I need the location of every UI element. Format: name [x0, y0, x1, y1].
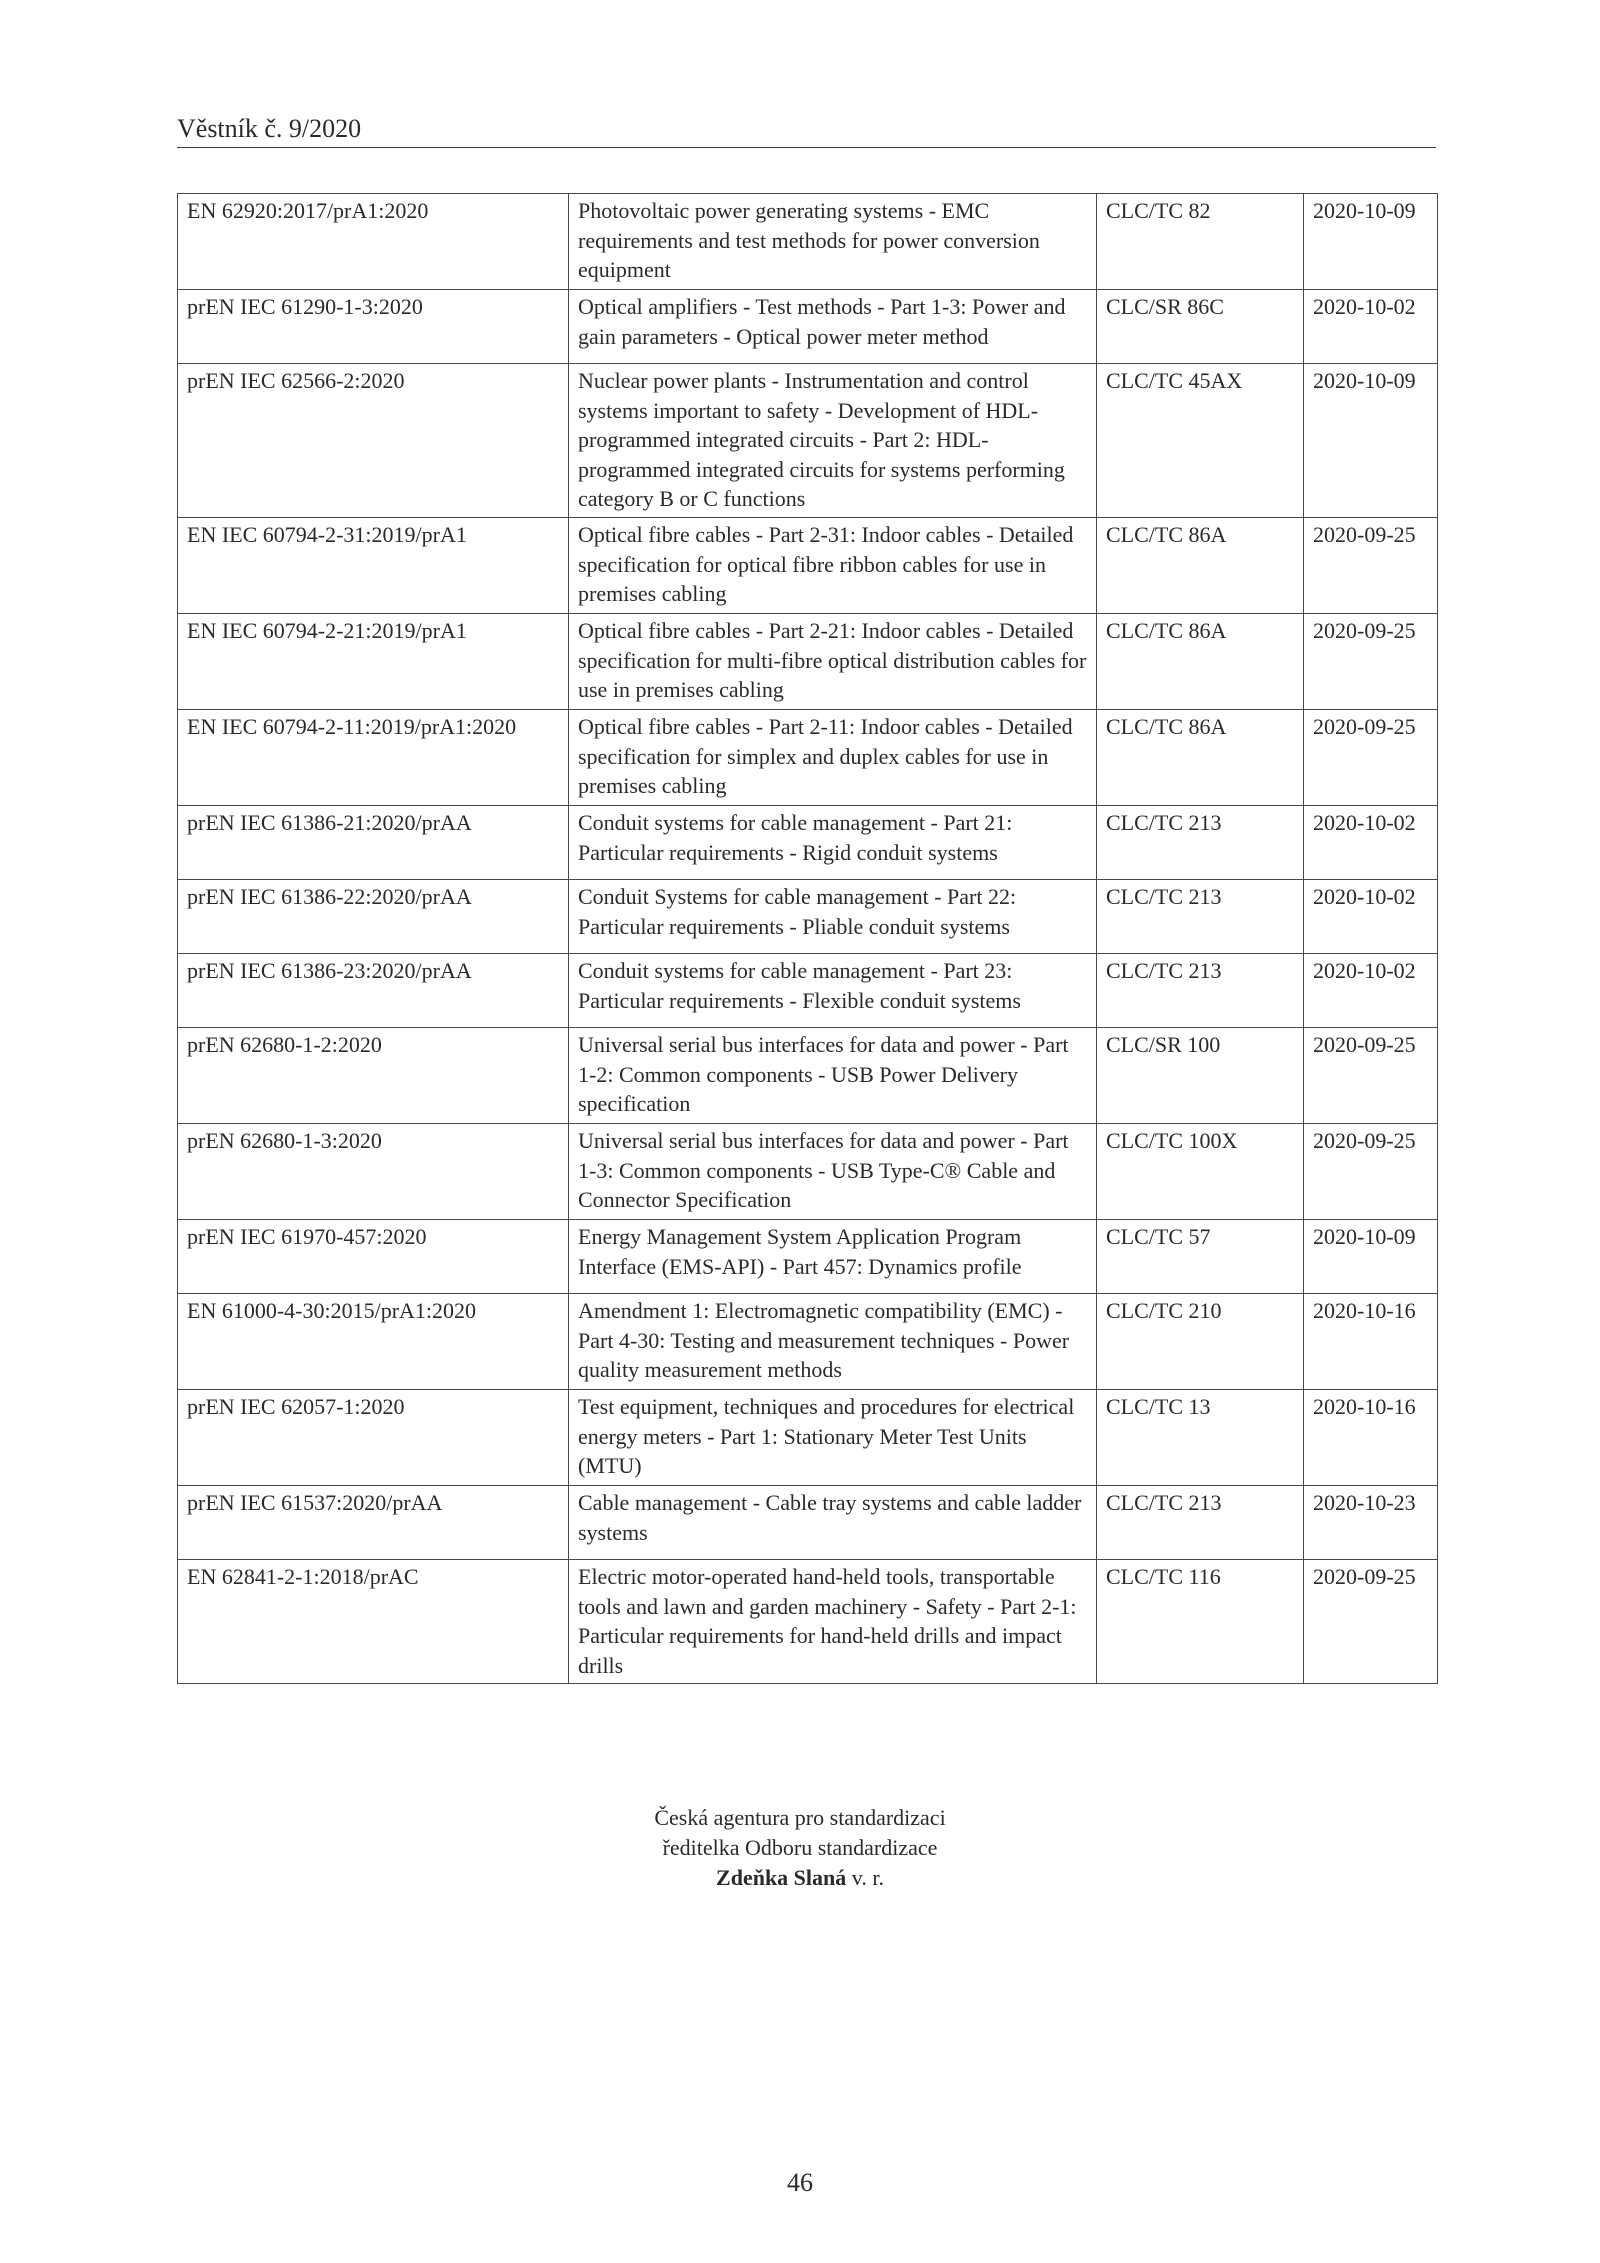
signatory-name: Zdeňka Slaná [716, 1865, 847, 1890]
deadline-date: 2020-10-16 [1304, 1390, 1438, 1486]
standard-title: Optical fibre cables - Part 2-21: Indoor cables - Detailed specification for multi-fibre optical distribution cables for use in premises cabling [569, 614, 1097, 710]
page-header [177, 110, 1436, 148]
signature-suffix: v. r. [846, 1865, 884, 1890]
technical-committee: CLC/TC 116 [1097, 1560, 1304, 1684]
technical-committee: CLC/TC 57 [1097, 1220, 1304, 1294]
standard-code: prEN IEC 61970-457:2020 [178, 1220, 569, 1294]
deadline-date: 2020-10-02 [1304, 806, 1438, 880]
table-row [178, 1028, 1438, 1124]
technical-committee: CLC/TC 213 [1097, 1486, 1304, 1560]
technical-committee: CLC/TC 100X [1097, 1124, 1304, 1220]
standard-title: Optical fibre cables - Part 2-11: Indoor cables - Detailed specification for simplex and duplex cables for use in premises cabling [569, 710, 1097, 806]
table-row [178, 954, 1438, 1028]
standard-title: Cable management - Cable tray systems and cable ladder systems [569, 1486, 1097, 1560]
standard-code: prEN IEC 61386-21:2020/prAA [178, 806, 569, 880]
deadline-date: 2020-10-09 [1304, 194, 1438, 290]
technical-committee: CLC/TC 86A [1097, 710, 1304, 806]
technical-committee: CLC/SR 100 [1097, 1028, 1304, 1124]
standard-title: Universal serial bus interfaces for data and power - Part 1-3: Common components - USB Type-C® Cable and Connector Specification [569, 1124, 1097, 1220]
technical-committee: CLC/TC 213 [1097, 880, 1304, 954]
deadline-date: 2020-09-25 [1304, 1124, 1438, 1220]
table-row [178, 1294, 1438, 1390]
technical-committee: CLC/TC 86A [1097, 614, 1304, 710]
standard-code: EN IEC 60794-2-31:2019/prA1 [178, 518, 569, 614]
deadline-date: 2020-10-02 [1304, 880, 1438, 954]
technical-committee: CLC/TC 86A [1097, 518, 1304, 614]
deadline-date: 2020-09-25 [1304, 518, 1438, 614]
standard-title: Test equipment, techniques and procedures for electrical energy meters - Part 1: Stationary Meter Test Units (MTU) [569, 1390, 1097, 1486]
standard-title: Amendment 1: Electromagnetic compatibility (EMC) - Part 4-30: Testing and measurement techniques - Power quality measurement methods [569, 1294, 1097, 1390]
standard-code: prEN IEC 61537:2020/prAA [178, 1486, 569, 1560]
technical-committee: CLC/TC 213 [1097, 954, 1304, 1028]
technical-committee: CLC/TC 210 [1097, 1294, 1304, 1390]
table-row [178, 1390, 1438, 1486]
signature-organization: Česká agentura pro standardizaci [654, 1805, 946, 1830]
standard-title: Energy Management System Application Program Interface (EMS-API) - Part 457: Dynamics profile [569, 1220, 1097, 1294]
deadline-date: 2020-10-02 [1304, 290, 1438, 364]
standard-code: prEN 62680-1-3:2020 [178, 1124, 569, 1220]
standard-title: Conduit Systems for cable management - Part 22: Particular requirements - Pliable conduit systems [569, 880, 1097, 954]
deadline-date: 2020-10-23 [1304, 1486, 1438, 1560]
table-row [178, 1124, 1438, 1220]
signature-block [0, 1803, 1600, 1893]
deadline-date: 2020-10-16 [1304, 1294, 1438, 1390]
technical-committee: CLC/SR 86C [1097, 290, 1304, 364]
table-row [178, 194, 1438, 290]
standard-code: prEN IEC 61386-22:2020/prAA [178, 880, 569, 954]
standard-code: prEN IEC 62057-1:2020 [178, 1390, 569, 1486]
table-row [178, 1220, 1438, 1294]
table-row [178, 880, 1438, 954]
standard-title: Photovoltaic power generating systems - EMC requirements and test methods for power conversion equipment [569, 194, 1097, 290]
table-row [178, 518, 1438, 614]
standard-code: prEN 62680-1-2:2020 [178, 1028, 569, 1124]
technical-committee: CLC/TC 13 [1097, 1390, 1304, 1486]
standard-title: Nuclear power plants - Instrumentation and control systems important to safety - Development of HDL-programmed integrated circuits - Part 2: HDL-programmed integrated circuits for systems performing category B or C functions [569, 364, 1097, 518]
table-row [178, 1486, 1438, 1560]
deadline-date: 2020-09-25 [1304, 1028, 1438, 1124]
signature-position: ředitelka Odboru standardizace [662, 1835, 938, 1860]
signature-name-line [0, 1863, 1600, 1893]
standard-title: Conduit systems for cable management - Part 23: Particular requirements - Flexible conduit systems [569, 954, 1097, 1028]
technical-committee: CLC/TC 213 [1097, 806, 1304, 880]
deadline-date: 2020-10-02 [1304, 954, 1438, 1028]
table-row [178, 364, 1438, 518]
deadline-date: 2020-09-25 [1304, 1560, 1438, 1684]
standard-title: Universal serial bus interfaces for data and power - Part 1-2: Common components - USB Power Delivery specification [569, 1028, 1097, 1124]
standard-title: Optical fibre cables - Part 2-31: Indoor cables - Detailed specification for optical fibre ribbon cables for use in premises cabling [569, 518, 1097, 614]
standard-title: Electric motor-operated hand-held tools, transportable tools and lawn and garden machinery - Safety - Part 2-1: Particular requirements for hand-held drills and impact drills [569, 1560, 1097, 1684]
standard-code: prEN IEC 61386-23:2020/prAA [178, 954, 569, 1028]
standard-code: EN 62920:2017/prA1:2020 [178, 194, 569, 290]
page-number: 46 [787, 2168, 813, 2197]
technical-committee: CLC/TC 82 [1097, 194, 1304, 290]
table-row [178, 1560, 1438, 1684]
deadline-date: 2020-10-09 [1304, 1220, 1438, 1294]
deadline-date: 2020-10-09 [1304, 364, 1438, 518]
deadline-date: 2020-09-25 [1304, 614, 1438, 710]
standard-code: EN 62841-2-1:2018/prAC [178, 1560, 569, 1684]
technical-committee: CLC/TC 45AX [1097, 364, 1304, 518]
table-row [178, 614, 1438, 710]
standard-title: Conduit systems for cable management - Part 21: Particular requirements - Rigid conduit systems [569, 806, 1097, 880]
standard-code: prEN IEC 62566-2:2020 [178, 364, 569, 518]
table-row [178, 710, 1438, 806]
standard-code: EN IEC 60794-2-11:2019/prA1:2020 [178, 710, 569, 806]
standard-code: prEN IEC 61290-1-3:2020 [178, 290, 569, 364]
standard-code: EN 61000-4-30:2015/prA1:2020 [178, 1294, 569, 1390]
standard-code: EN IEC 60794-2-21:2019/prA1 [178, 614, 569, 710]
standard-title: Optical amplifiers - Test methods - Part 1-3: Power and gain parameters - Optical power meter method [569, 290, 1097, 364]
standards-table [177, 193, 1438, 1684]
deadline-date: 2020-09-25 [1304, 710, 1438, 806]
table-row [178, 290, 1438, 364]
table-row [178, 806, 1438, 880]
journal-issue-title: Věstník č. 9/2020 [177, 114, 362, 143]
